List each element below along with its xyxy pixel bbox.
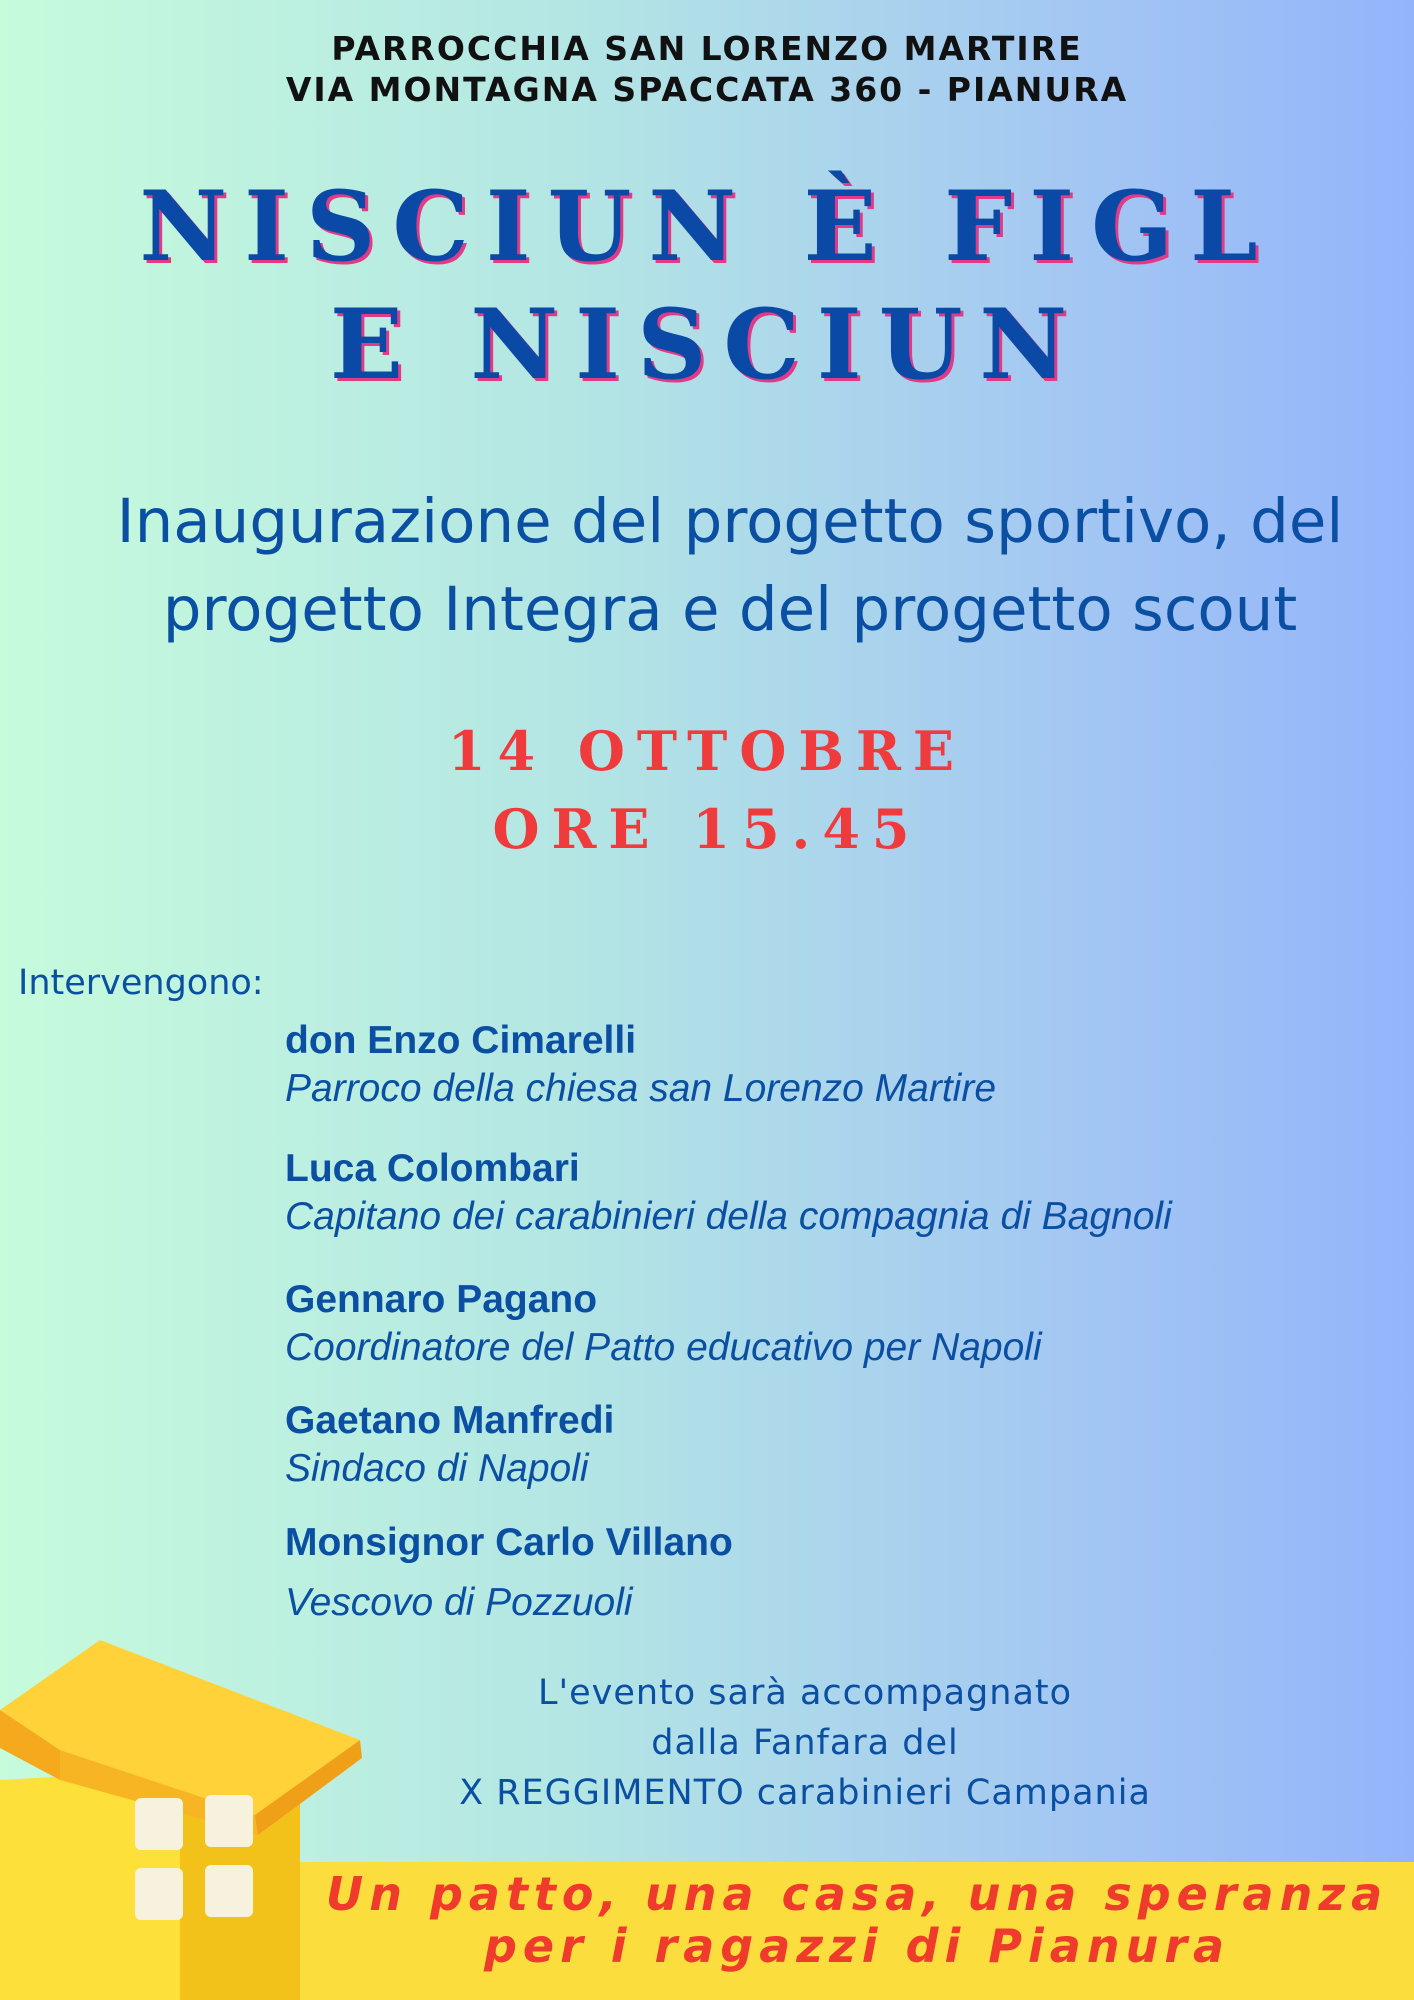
- note-line-2: dalla Fanfara del: [651, 1723, 959, 1763]
- speaker-name: don Enzo Cimarelli: [285, 1019, 637, 1062]
- speaker-item: [285, 1277, 1042, 1373]
- slogan-line-1: Un patto, una casa, una speranza: [325, 1867, 1389, 1921]
- event-date: 14 OTTOBRE: [447, 719, 967, 783]
- speaker-name: Monsignor Carlo Villano: [285, 1521, 733, 1564]
- speaker-role: Parroco della chiesa san Lorenzo Martire: [285, 1067, 997, 1110]
- title-line-1: NISCIUN È FIGL: [139, 170, 1275, 283]
- speaker-role: Sindaco di Napoli: [285, 1447, 589, 1490]
- speaker-name: Gennaro Pagano: [285, 1278, 598, 1321]
- speaker-role: Capitano dei carabinieri della compagnia di Bagnoli: [285, 1195, 1172, 1238]
- speaker-item: [285, 1146, 1172, 1242]
- speakers-label: Intervengono:: [18, 963, 264, 1003]
- speaker-name: Gaetano Manfredi: [285, 1399, 615, 1442]
- event-time: ORE 15.45: [492, 797, 922, 861]
- house-icon: [0, 1630, 380, 2000]
- note-line-3: X REGGIMENTO carabinieri Campania: [459, 1773, 1151, 1813]
- note-line-1: L'evento sarà accompagnato: [537, 1673, 1073, 1713]
- event-note: [330, 1668, 1280, 1818]
- parish-header: [0, 28, 1414, 110]
- parish-address: VIA MONTAGNA SPACCATA 360 - PIANURA: [285, 70, 1129, 109]
- subtitle-line-1: Inaugurazione del progetto sportivo, del: [116, 486, 1344, 557]
- event-datetime: [0, 712, 1414, 868]
- banner-slogan: [300, 1868, 1414, 1972]
- event-subtitle: [40, 478, 1414, 654]
- speaker-item: [285, 1018, 996, 1114]
- speaker-name: Luca Colombari: [285, 1147, 580, 1190]
- subtitle-line-2: progetto Integra e del progetto scout: [162, 574, 1298, 645]
- event-title: [0, 168, 1414, 404]
- speaker-role: Coordinatore del Patto educativo per Napoli: [285, 1326, 1042, 1369]
- speaker-item: [285, 1520, 733, 1628]
- title-line-2: E NISCIUN: [329, 288, 1085, 401]
- parish-name: PARROCCHIA SAN LORENZO MARTIRE: [331, 29, 1083, 68]
- speaker-role: Vescovo di Pozzuoli: [285, 1581, 633, 1624]
- speaker-item: [285, 1398, 614, 1494]
- slogan-line-2: per i ragazzi di Pianura: [483, 1919, 1231, 1973]
